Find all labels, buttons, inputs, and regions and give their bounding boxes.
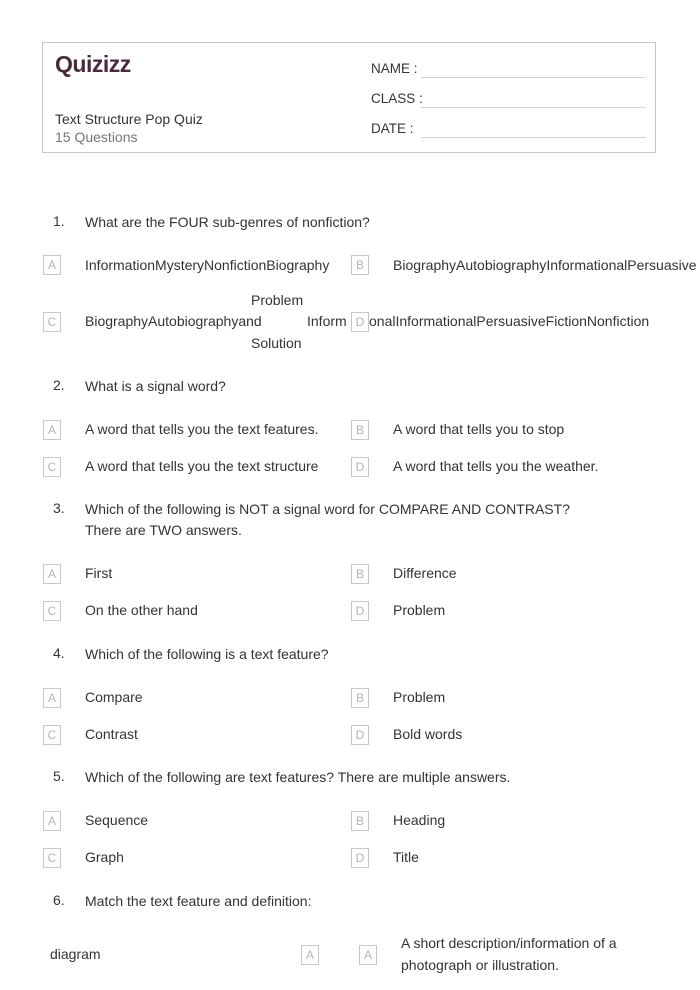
match-term: diagram	[50, 946, 101, 962]
option-letter-b: B	[351, 255, 369, 275]
quizizz-logo: Quizizz	[55, 51, 131, 77]
option-d: Bold words	[393, 726, 463, 742]
option-b: Heading	[393, 812, 446, 828]
question-text-line2: There are TWO answers.	[85, 522, 242, 538]
option-a: Sequence	[85, 812, 149, 828]
question-number: 4.	[53, 645, 65, 661]
option-c-problem: Problem	[251, 292, 304, 308]
question-text: Which of the following is a text feature?	[85, 646, 329, 662]
option-c: Graph	[85, 849, 124, 865]
option-b: A word that tells you to stop	[393, 421, 565, 437]
option-letter-a: A	[43, 255, 61, 275]
option-b: Difference	[393, 565, 457, 581]
option-letter-a: A	[43, 420, 61, 440]
option-c-solution: Solution	[251, 335, 302, 351]
option-letter-b: B	[351, 420, 369, 440]
option-letter-a: A	[43, 688, 61, 708]
date-label: DATE :	[371, 121, 414, 136]
class-label: CLASS :	[371, 91, 423, 106]
match-answer-box[interactable]: A	[301, 945, 319, 965]
question-number: 3.	[53, 500, 65, 516]
definition-line2: photograph or illustration.	[401, 957, 559, 973]
option-letter-d: D	[351, 725, 369, 745]
question-number: 5.	[53, 768, 65, 784]
option-d: Problem	[393, 602, 446, 618]
option-c: Contrast	[85, 726, 138, 742]
option-letter-c: C	[43, 601, 61, 621]
option-letter-a: A	[43, 811, 61, 831]
option-a: InformationMysteryNonfictionBiography	[85, 257, 330, 273]
option-c: BiographyAutobiographyand	[85, 313, 262, 329]
option-letter-c: C	[43, 848, 61, 868]
option-a: A word that tells you the text features.	[85, 421, 319, 437]
option-letter-c: C	[43, 725, 61, 745]
question-number: 6.	[53, 892, 65, 908]
question-count: 15 Questions	[55, 129, 138, 145]
option-letter-d: D	[351, 457, 369, 477]
option-d: Title	[393, 849, 419, 865]
option-letter-d: D	[351, 848, 369, 868]
option-letter-d: D	[351, 312, 369, 332]
option-letter-b: B	[351, 564, 369, 584]
option-letter-b: B	[351, 811, 369, 831]
option-a: First	[85, 565, 113, 581]
option-letter-b: B	[351, 688, 369, 708]
name-label: NAME :	[371, 61, 418, 76]
question-text: What is a signal word?	[85, 378, 226, 394]
question-number: 2.	[53, 377, 65, 393]
option-d: onalInformationalPersuasiveFictionNonfiction	[369, 313, 650, 329]
worksheet-header	[42, 42, 656, 153]
option-c: A word that tells you the text structure	[85, 458, 319, 474]
option-letter-c: C	[43, 312, 61, 332]
question-text: Match the text feature and definition:	[85, 893, 312, 909]
option-d: A word that tells you the weather.	[393, 458, 599, 474]
option-letter-a: A	[43, 564, 61, 584]
option-b: Problem	[393, 689, 446, 705]
option-c-overflow: Inform	[307, 313, 347, 329]
option-b: BiographyAutobiographyInformationalPersuasive	[393, 257, 697, 273]
option-c: On the other hand	[85, 602, 198, 618]
date-line	[421, 137, 646, 138]
question-text: Which of the following are text features? There are multiple answers.	[85, 769, 511, 785]
option-a: Compare	[85, 689, 143, 705]
option-letter-d: D	[351, 601, 369, 621]
question-number: 1.	[53, 213, 65, 229]
option-letter-c: C	[43, 457, 61, 477]
class-line	[421, 107, 646, 108]
name-line	[421, 77, 646, 78]
definition-line1: A short description/information of a	[401, 935, 617, 951]
question-text: What are the FOUR sub-genres of nonfiction?	[85, 214, 370, 230]
question-text-line1: Which of the following is NOT a signal word for COMPARE AND CONTRAST?	[85, 501, 570, 517]
definition-letter-a: A	[359, 945, 377, 965]
quiz-title: Text Structure Pop Quiz	[55, 111, 203, 127]
